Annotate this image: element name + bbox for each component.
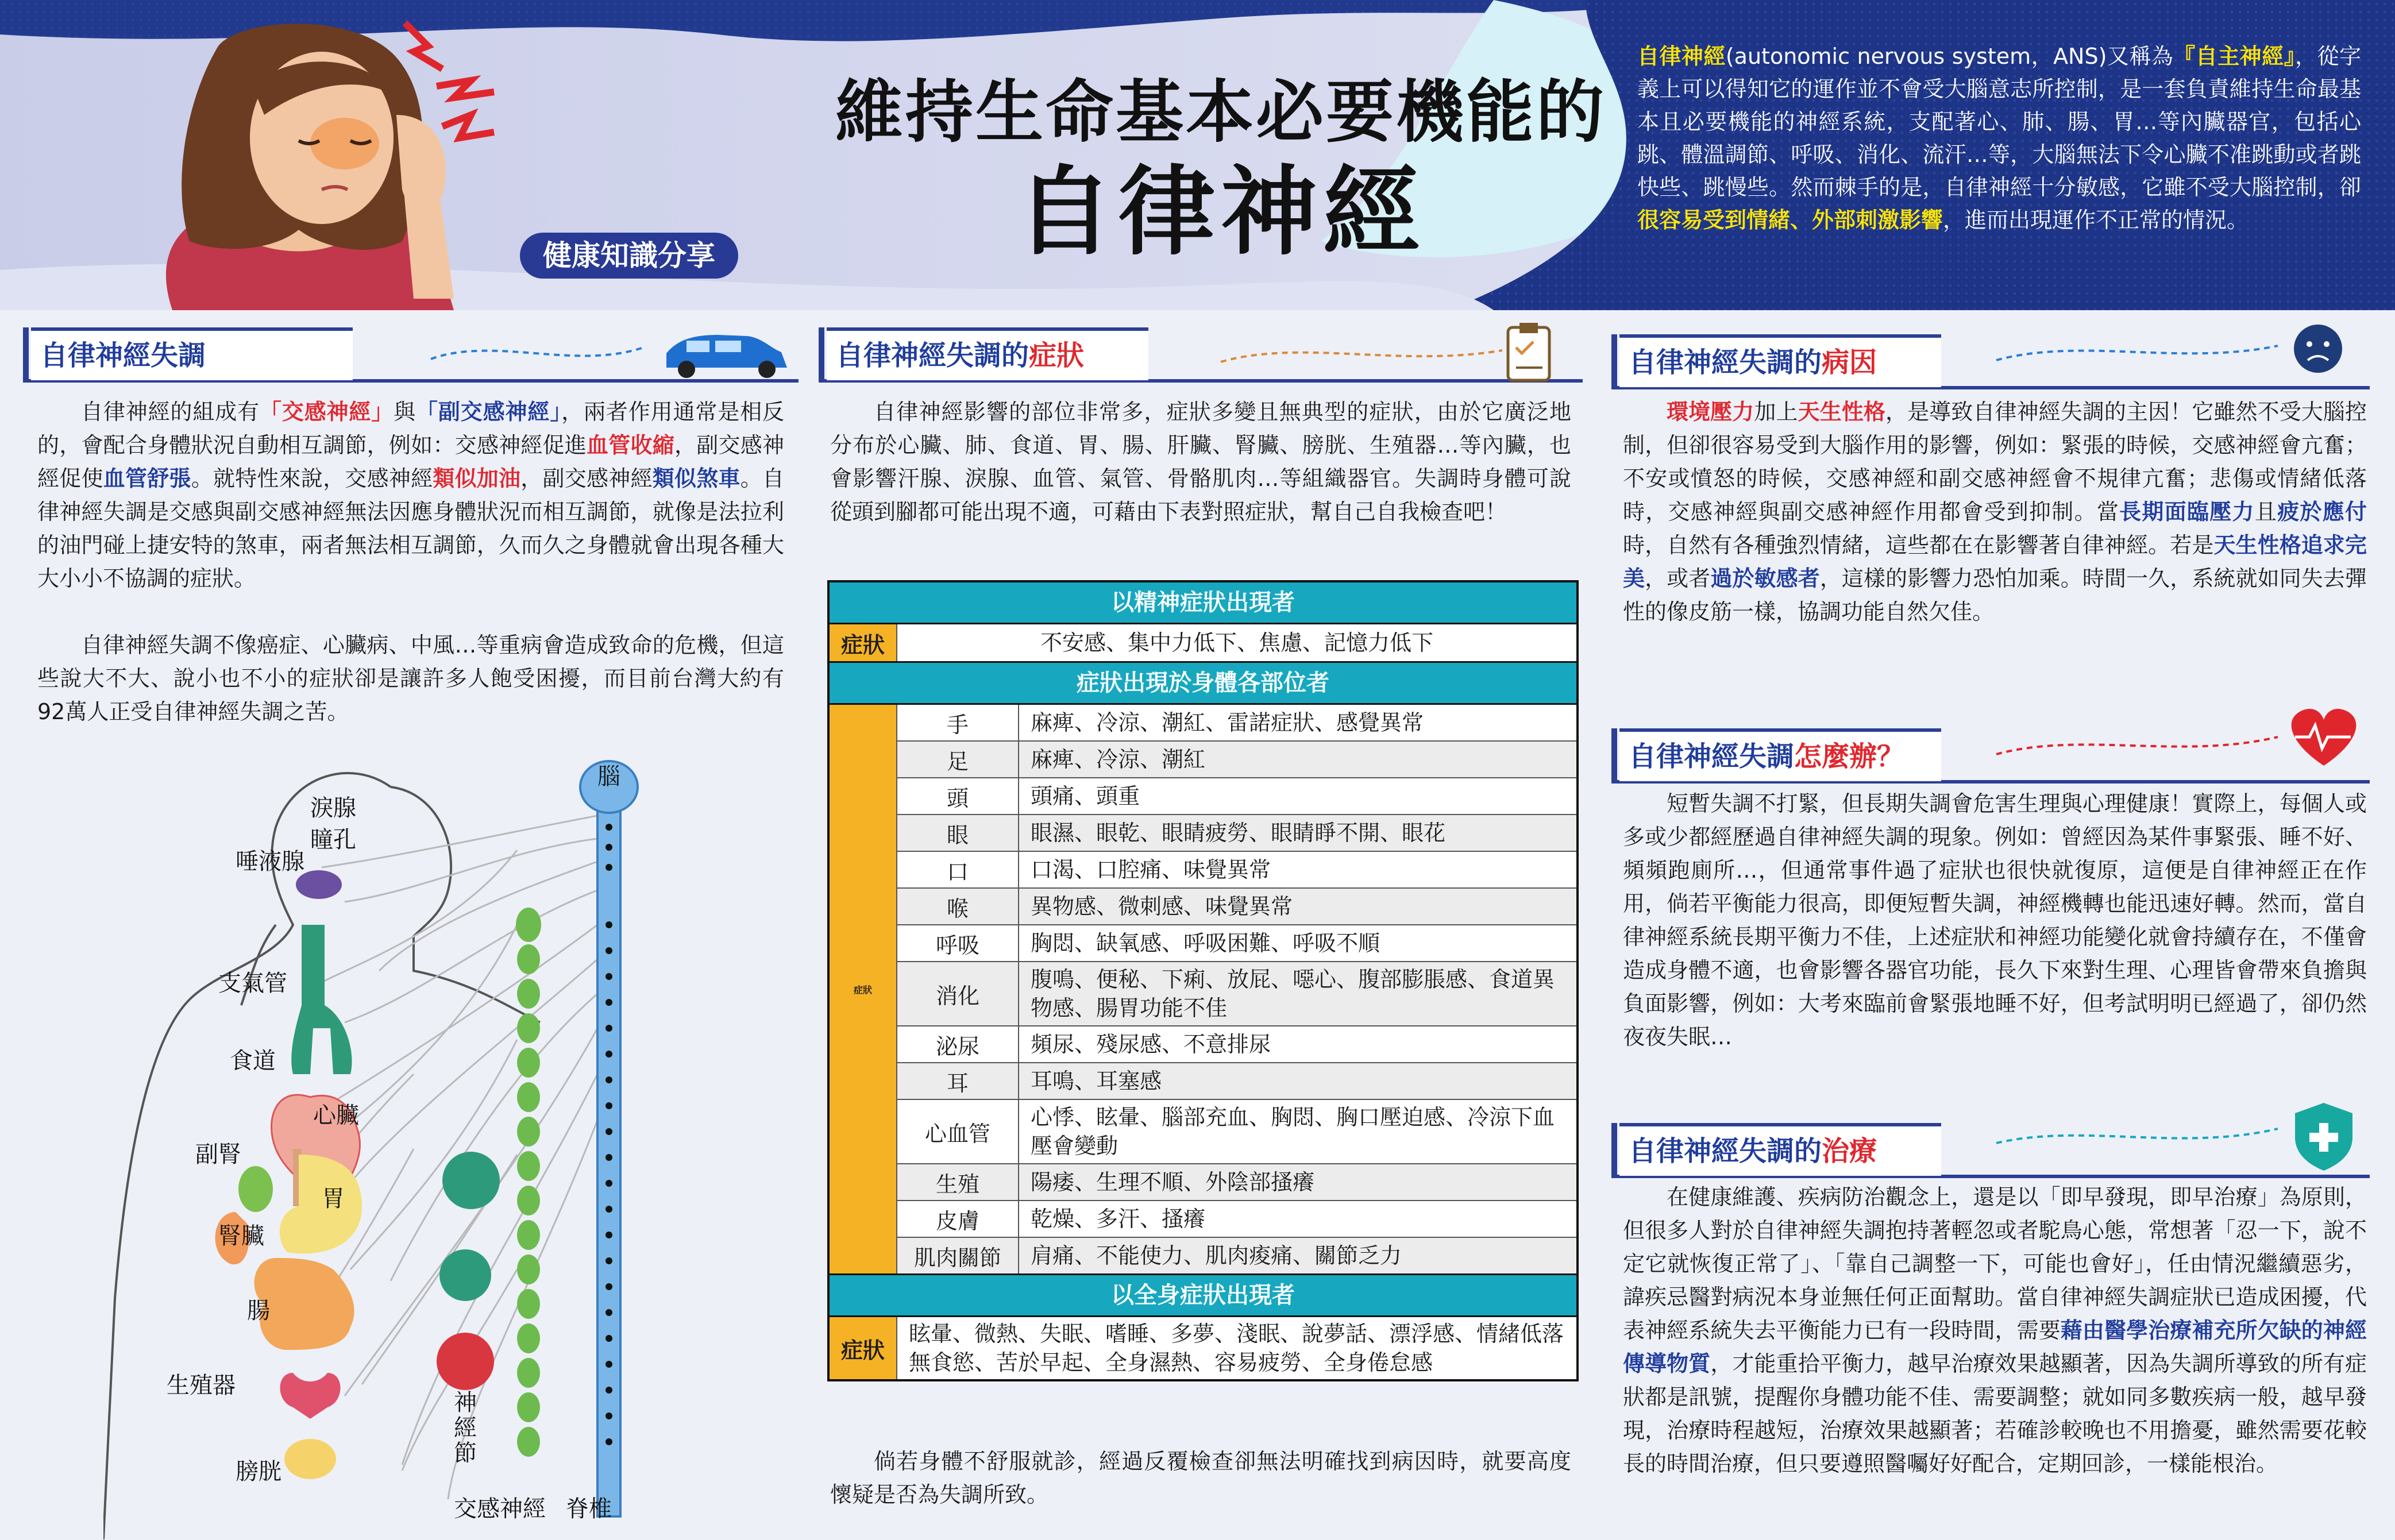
section-title: 自律神經失調 [40, 339, 206, 372]
body-part: 泌尿 [897, 1026, 1019, 1062]
table-row [897, 1164, 1576, 1201]
symptoms: 麻痺、冷涼、潮紅 [1031, 747, 1206, 772]
symptoms: 口渴、口腔痛、味覺異常 [1031, 857, 1271, 882]
mental-symptoms: 不安感、集中力低下、焦慮、記憶力低下 [1040, 630, 1433, 655]
body-part: 耳 [897, 1063, 1019, 1099]
body-part: 頭 [897, 778, 1019, 814]
section3-paragraph: 環境壓力加上天生性格，是導致自律神經失調的主因！它雖然不受大腦控制，但卻很容易受到大腦作用的影響，例如：緊張的時候，交感神經會亢奮；不安或憤怒的時候，交感神經和副交感神經會不規律亢奮；悲傷或情緒低落時，交感神經與副交感神經作用都會受到抑制。當長期面臨壓力且疲於應付時，自然有各種強烈情緒，這些都在在影響著自律神經。若是天生性格追求完美，或者過於敏感者，這樣的影響力恐怕加乘。時間一久，系統就如同失去彈性的像皮筋一樣，協調功能自然欠佳。 [1623, 399, 2367, 624]
body-part: 生殖 [897, 1164, 1019, 1200]
ganglion-2 [439, 1249, 491, 1301]
label-heart: 心臟 [313, 1102, 359, 1129]
heartbeat-icon [1991, 703, 2364, 777]
table-row [897, 1201, 1576, 1238]
table-row [897, 742, 1576, 778]
sympathetic-chain [516, 908, 541, 1457]
label-spine: 脊椎 [566, 1496, 612, 1522]
section3-body [1623, 395, 2367, 628]
section-header-disorder [23, 327, 799, 383]
intro-paragraph: 自律神經(autonomic nervous system，ANS)又稱為『自主神經』，從字義上可以得知它的運作並不會受大腦意志所控制，是一套負責維持生命最基本且必要機能的神經系統，支配著心、肺、腸、胃…等內臟器官，包括心跳、體溫調節、呼吸、消化、流汗…等，大腦無法下令心臟不准跳動或者跳快些、跳慢些。然而棘手的是，自律神經十分敏感，它雖不受大腦控制，卻很容易受到情緒、外部刺激影響，進而出現運作不正常的情況。 [1637, 44, 2361, 233]
section2-intro [830, 395, 1571, 528]
body-part: 皮膚 [897, 1201, 1019, 1237]
clipboard-icon [1215, 316, 1571, 385]
symptom-label: 症狀 [830, 1317, 897, 1379]
label-trachea: 支氣管 [218, 970, 287, 997]
body-part: 心血管 [897, 1100, 1019, 1163]
section-title: 自律神經失調怎麼辦？ [1629, 740, 1905, 773]
table-heading-body: 症狀出現於身體各部位者 [830, 663, 1576, 705]
body-part: 呼吸 [897, 925, 1019, 961]
symptoms: 心悸、眩暈、腦部充血、胸悶、胸口壓迫感、冷涼下血壓會變動 [1031, 1105, 1555, 1159]
section2-outro-text: 倘若身體不舒服就診，經過反覆檢查卻無法明確找到病因時，就要高度懷疑是否為失調所致。 [830, 1449, 1571, 1507]
section5-body [1623, 1180, 2367, 1480]
symptom-label: 症狀 [830, 624, 897, 661]
car-icon [425, 325, 793, 382]
adrenal [238, 1166, 273, 1212]
body-rows [897, 705, 1576, 1273]
section4-paragraph: 短暫失調不打緊，但長期失調會危害生理與心理健康！實際上，每個人或多或少都經歷過自律神經失調的現象。例如：曾經因為某件事緊張、睡不好、頻頻跑廁所…，但通常事件過了症狀也很快就復原，這便是自律神經正在作用，倘若平衡能力很高，即便短暫失調，神經機轉也能迅速好轉。然而，當自律神經系統長期平衡力不佳，上述症狀和神經功能變化就會持續存在，不僅會造成身體不適，也會影響各器官功能，長久下來對生理、心理皆會帶來負擔與負面影響，例如：大考來臨前會緊張地睡不好，但考試明明已經過了，卻仍然夜夜失眠… [1623, 791, 2367, 1049]
section1-paragraph2: 自律神經失調不像癌症、心臟病、中風…等重病會造成致命的危機，但這些說大不大、說小也不小的症狀卻是讓許多人飽受困擾，而目前台灣大約有92萬人正受自律神經失調之苦。 [37, 632, 784, 724]
section-header-treatment [1611, 1123, 2370, 1178]
main-title-line1: 維持生命基本必要機能的 [835, 72, 1606, 152]
body-symptoms-group [830, 705, 1576, 1275]
section-title: 自律神經失調的症狀 [836, 339, 1085, 372]
symptoms: 胸悶、缺氧感、呼吸困難、呼吸不順 [1031, 931, 1380, 956]
section-header-what-to-do [1611, 728, 2370, 783]
symptom-label: 症狀 [830, 705, 897, 1273]
table-row [897, 925, 1576, 962]
label-salivary: 唾液腺 [236, 848, 304, 875]
symptoms: 眼濕、眼乾、眼睛疲勞、眼睛睜不開、眼花 [1031, 820, 1446, 846]
section-title: 自律神經失調的病因 [1629, 346, 1877, 379]
ganglion-3 [437, 1333, 494, 1390]
section1-paragraph1: 自律神經的組成有「交感神經」與「副交感神經」，兩者作用通常是相反的，會配合身體狀況自動相互調節，例如：交感神經促進血管收縮，副交感神經促使血管舒張。就特性來說，交感神經類似加油，副交感神經類似煞車。自律神經失調是交感與副交感神經無法因應身體狀況而相互調節，就像是法拉利的油門碰上捷安特的煞車，兩者無法相互調節，久而久之身體就會出現各種大大小小不協調的症狀。 [37, 399, 784, 591]
category-tag: 健康知識分享 [520, 233, 738, 279]
label-pupil: 瞳孔 [310, 827, 356, 853]
label-brain: 腦 [597, 763, 620, 790]
trachea [291, 925, 352, 1074]
symptoms: 耳鳴、耳塞感 [1031, 1068, 1162, 1094]
spinal-cord [580, 761, 638, 1516]
label-adrenal: 副腎 [195, 1141, 241, 1168]
whole-body-symptoms: 眩暈、微熱、失眠、嗜睡、多夢、淺眠、說夢話、漂浮感、情緒低落無食慾、苦於早起、全身濕熱、容易疲勞、全身倦怠感 [909, 1321, 1564, 1375]
table-row [897, 1238, 1576, 1273]
symptoms: 腹鳴、便秘、下痢、放屁、噁心、腹部膨脹感、食道異物感、腸胃功能不佳 [1031, 967, 1555, 1021]
table-row-whole [830, 1317, 1576, 1379]
table-heading-mental: 以精神症狀出現者 [830, 582, 1576, 624]
section2-outro [830, 1445, 1571, 1511]
section-header-causes [1611, 334, 2370, 389]
symptoms: 異物感、微刺感、味覺異常 [1031, 894, 1293, 919]
section-header-symptoms [819, 327, 1583, 383]
table-row [897, 778, 1576, 815]
body-part: 足 [897, 742, 1019, 777]
section2-paragraph: 自律神經影響的部位非常多，症狀多變且無典型的症狀，由於它廣泛地分布於心臟、肺、食道、胃、腸、肝臟、腎臟、膀胱、生殖器…等內臟，也會影響汗腺、淚腺、血管、氣管、骨骼肌肉…等組織器官。失調時身體可說從頭到腳都可能出現不適，可藉由下表對照症狀，幫自己自我檢查吧！ [830, 399, 1571, 524]
symptoms: 肩痛、不能使力、肌肉痠痛、關節乏力 [1031, 1243, 1402, 1268]
symptoms: 陽痿、生理不順、外陰部搔癢 [1031, 1170, 1315, 1195]
sad-face-icon [1991, 314, 2358, 383]
table-row [897, 1100, 1576, 1164]
label-ganglion: 神經節 [454, 1390, 477, 1466]
ganglion-1 [442, 1152, 500, 1209]
section5-paragraph: 在健康維護、疾病防治觀念上，還是以「即早發現，即早治療」為原則，但很多人對於自律神經失調抱持著輕忽或者駝鳥心態，常想著「忍一下，說不定它就恢復正常了」、「靠自己調整一下，可能也會好」，任由情況繼續惡劣，諱疾忌醫對病況本身並無任何正面幫助。當自律神經失調症狀已造成困擾，代表神經系統失去平衡能力已有一段時間，需要藉由醫學治療補充所欠缺的神經傳導物質，才能重拾平衡力，越早治療效果越顯著，因為失調所導致的所有症狀都是訊號，提醒你身體功能不佳、需要調整；就如同多數疾病一般，越早發現，治療時程越短，治療效果越顯著；若確診較晚也不用擔憂，雖然需要花較長的時間治療，但只要遵照醫囑好好配合，定期回診，一樣能根治。 [1623, 1184, 2367, 1476]
label-bladder: 膀胱 [236, 1458, 281, 1485]
reproductive-organ [280, 1373, 341, 1419]
table-row [897, 705, 1576, 742]
label-sympathetic: 交感神經 [454, 1496, 546, 1522]
section-title: 自律神經失調的治療 [1629, 1135, 1877, 1167]
label-stomach: 胃 [322, 1186, 345, 1212]
body-part: 手 [897, 705, 1019, 740]
symptoms: 頭痛、頭重 [1031, 783, 1140, 809]
table-row [897, 852, 1576, 889]
body-part: 肌肉關節 [897, 1238, 1019, 1273]
main-title-line2: 自律神經 [1016, 156, 1425, 268]
table-row [897, 1063, 1576, 1100]
table-heading-whole: 以全身症狀出現者 [830, 1275, 1576, 1317]
symptom-table [827, 580, 1579, 1381]
label-intestine: 腸 [247, 1298, 270, 1324]
header-banner [0, 0, 2395, 310]
body-part: 消化 [897, 962, 1019, 1025]
body-part: 眼 [897, 815, 1019, 851]
table-row-mental [830, 624, 1576, 663]
label-kidney: 腎臟 [218, 1223, 264, 1249]
table-row [897, 962, 1576, 1026]
label-tear-gland: 淚腺 [310, 795, 356, 821]
symptoms: 頻尿、殘尿感、不意排尿 [1031, 1032, 1271, 1057]
label-reproductive: 生殖器 [167, 1372, 236, 1399]
bladder [284, 1439, 336, 1479]
symptoms: 麻痺、冷涼、潮紅、雷諾症狀、感覺異常 [1031, 710, 1424, 735]
table-row [897, 1026, 1576, 1063]
medical-shield-icon [1991, 1097, 2364, 1172]
table-row [897, 815, 1576, 852]
body-part: 喉 [897, 889, 1019, 924]
symptoms: 乾燥、多汗、搔癢 [1031, 1206, 1206, 1232]
section4-body [1623, 787, 2367, 1053]
table-row [897, 889, 1576, 925]
body-part: 口 [897, 852, 1019, 887]
section1-body [37, 395, 784, 728]
label-esophagus: 食道 [230, 1048, 276, 1074]
